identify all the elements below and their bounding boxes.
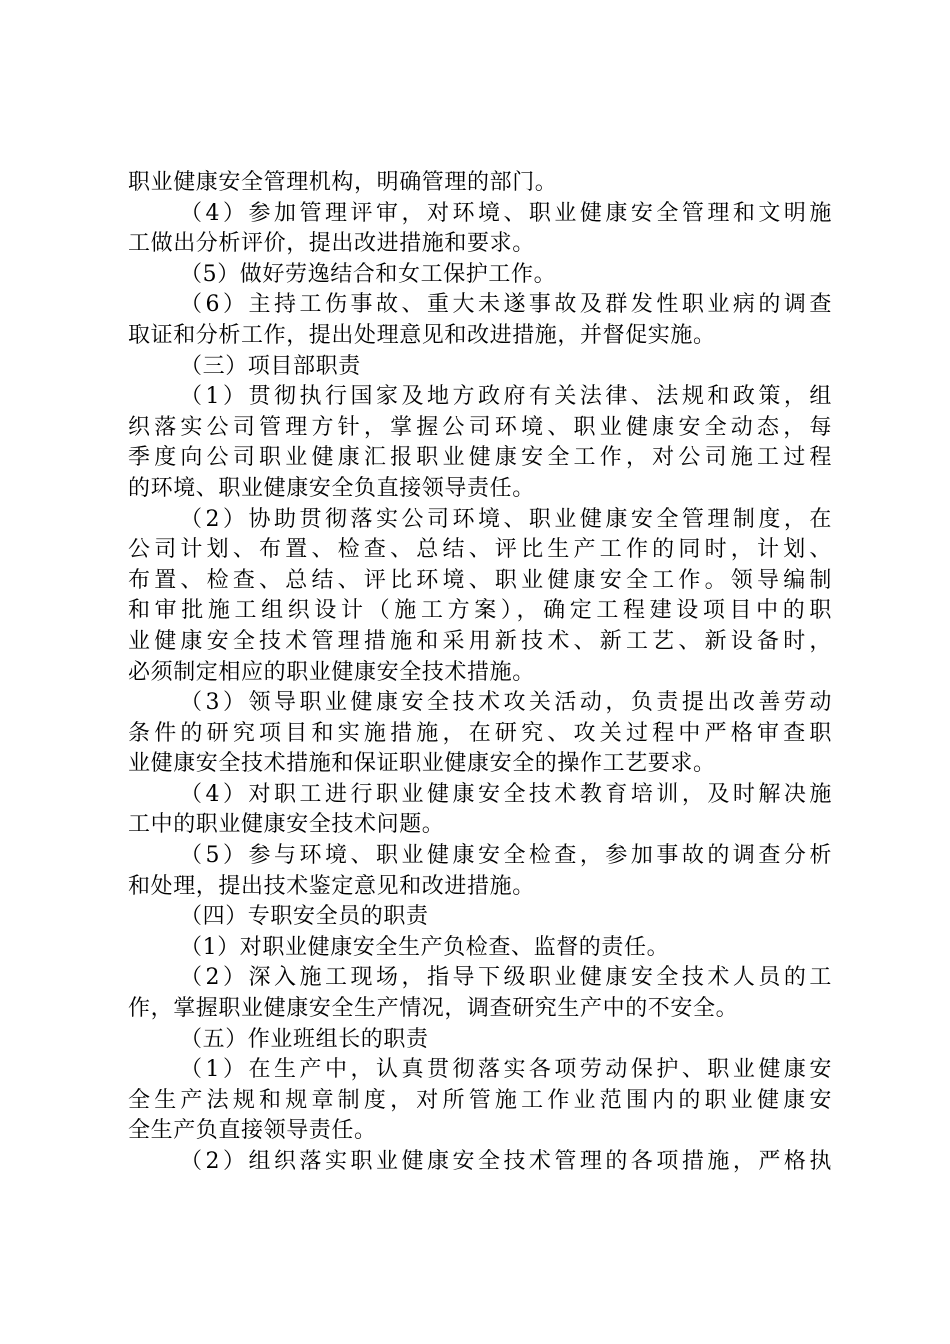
text-line: 条件的研究项目和实施措施，在研究、攻关过程中严格审查职 (128, 720, 832, 746)
text-line: 工做出分析评价，提出改进措施和要求。 (128, 231, 535, 257)
text-line: （3）领导职业健康安全技术攻关活动，负责提出改善劳动 (180, 690, 832, 716)
text-line: 职业健康安全管理机构，明确管理的部门。 (128, 170, 558, 195)
text-line: （6）主持工伤事故、重大未遂事故及群发性职业病的调查 (180, 292, 832, 318)
text-line: 布置、检查、总结、评比环境、职业健康安全工作。领导编制 (128, 567, 832, 593)
text-line: 必须制定相应的职业健康安全技术措施。 (128, 659, 535, 685)
text-line: （5）参与环境、职业健康安全检查，参加事故的调查分析 (180, 843, 832, 869)
text-line: （1）在生产中，认真贯彻落实各项劳动保护、职业健康安 (180, 1057, 832, 1083)
document-body (128, 168, 832, 1178)
text-line: （4）参加管理评审，对环境、职业健康安全管理和文明施 (180, 200, 832, 226)
text-line: 业健康安全技术措施和保证职业健康安全的操作工艺要求。 (128, 751, 716, 777)
text-line: （四）专职安全员的职责 (180, 904, 429, 930)
text-line: 季度向公司职业健康汇报职业健康安全工作，对公司施工过程 (128, 445, 832, 471)
text-line: 业健康安全技术管理措施和采用新技术、新工艺、新设备时， (128, 628, 832, 654)
text-line: 和审批施工组织设计（施工方案），确定工程建设项目中的职 (128, 598, 832, 624)
text-line: （2）协助贯彻落实公司环境、职业健康安全管理制度，在 (180, 506, 832, 532)
text-line: 工中的职业健康安全技术问题。 (128, 812, 445, 838)
text-line: 作，掌握职业健康安全生产情况，调查研究生产中的不安全。 (128, 996, 739, 1022)
text-line: 公司计划、布置、检查、总结、评比生产工作的同时，计划、 (128, 537, 832, 563)
text-line: 全生产法规和规章制度，对所管施工作业范围内的职业健康安 (128, 1087, 832, 1113)
text-line: （2）组织落实职业健康安全技术管理的各项措施，严格执 (180, 1149, 832, 1174)
text-line: 和处理，提出技术鉴定意见和改进措施。 (128, 873, 535, 899)
text-line: （4）对职工进行职业健康安全技术教育培训，及时解决施 (180, 781, 832, 807)
text-line: （1）对职业健康安全生产负检查、监督的责任。 (180, 934, 670, 960)
text-line: （五）作业班组长的职责 (180, 1026, 429, 1052)
text-line: （1）贯彻执行国家及地方政府有关法律、法规和政策，组 (180, 384, 832, 410)
text-line: （三）项目部职责 (180, 353, 361, 379)
text-line: （2）深入施工现场，指导下级职业健康安全技术人员的工 (180, 965, 832, 991)
text-line: 织落实公司管理方针，掌握公司环境、职业健康安全动态，每 (128, 414, 832, 440)
text-line: 取证和分析工作，提出处理意见和改进措施，并督促实施。 (128, 322, 716, 348)
text-line: 全生产负直接领导责任。 (128, 1118, 377, 1144)
text-line: 的环境、职业健康安全负直接领导责任。 (128, 475, 535, 501)
text-line: （5）做好劳逸结合和女工保护工作。 (180, 261, 557, 287)
